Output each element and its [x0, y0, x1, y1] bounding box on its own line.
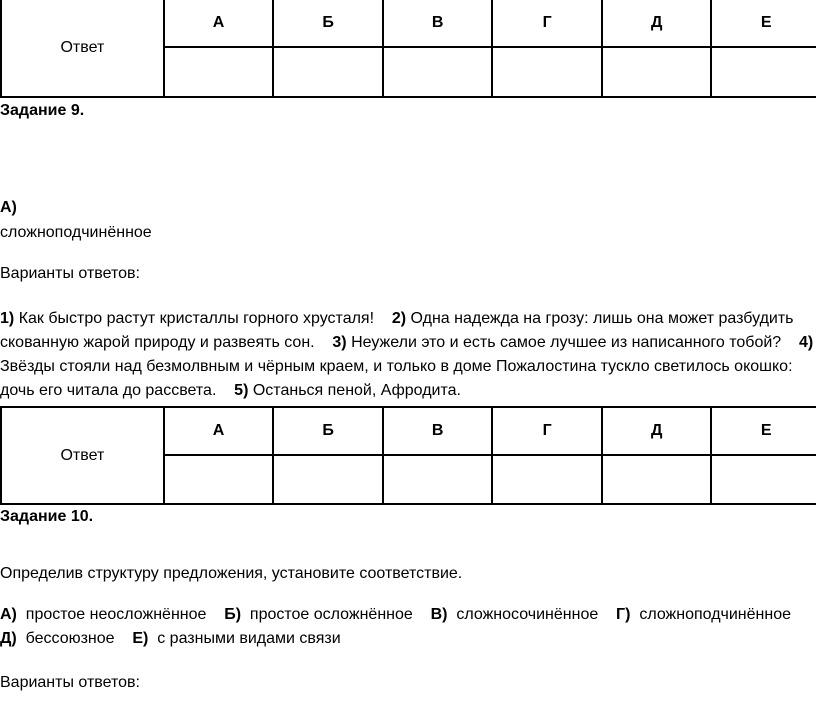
option-text-cont: скованную жарой природу и развеять сон. — [0, 334, 315, 351]
header-cell: Д — [602, 0, 712, 47]
matches-line-1 — [0, 606, 791, 624]
task9-variants-label: Варианты ответов: — [0, 265, 140, 282]
match-letter: Д) — [0, 630, 17, 647]
answer-cell[interactable] — [383, 47, 493, 97]
matches-line-2 — [0, 630, 341, 648]
header-cell: Е — [711, 407, 816, 455]
option-number: 3) — [332, 334, 347, 351]
task9-part-letter: А) — [0, 199, 17, 216]
header-cell: В — [383, 0, 493, 47]
answer-cell[interactable] — [602, 47, 712, 97]
header-cell: Г — [492, 0, 602, 47]
header-cell: Г — [492, 407, 602, 455]
match-text: простое неосложнённое — [25, 606, 207, 623]
header-cell: А — [164, 0, 274, 47]
match-letter: В) — [430, 606, 448, 623]
header-cell: А — [164, 407, 274, 455]
options-line-2 — [0, 334, 813, 352]
header-cell: Д — [602, 407, 712, 455]
answer-table-top — [0, 0, 816, 98]
task9-title: Задание 9. — [0, 102, 85, 119]
option-text: Одна надежда на грозу: лишь она может разбудить — [410, 310, 794, 327]
task10-variants-label: Варианты ответов: — [0, 674, 140, 691]
option-text-cont: Звёзды стояли над безмолвным и чёрным краем, и только в доме Пожалостина тускло светилось окошко: — [0, 358, 793, 375]
match-text: сложносочинённое — [456, 606, 599, 623]
option-text: Как быстро растут кристаллы горного хрусталя! — [18, 310, 375, 327]
option-number: 4) — [798, 334, 814, 351]
answer-label: Ответ — [1, 0, 164, 97]
option-number: 2) — [391, 310, 407, 327]
task10-title: Задание 10. — [0, 508, 94, 525]
option-number: 5) — [234, 382, 249, 399]
answer-cell[interactable] — [164, 455, 274, 504]
answer-cell[interactable] — [711, 455, 816, 504]
answer-table-mid — [0, 406, 816, 505]
option-text: Останься пеной, Афродита. — [252, 382, 461, 399]
match-text: простое осложнённое — [249, 606, 413, 623]
match-letter: Е) — [132, 630, 149, 647]
option-text-cont: дочь его читала до рассвета. — [0, 382, 217, 399]
task10-instruction: Определив структуру предложения, установите соответствие. — [0, 565, 463, 582]
answer-cell[interactable] — [164, 47, 274, 97]
header-cell: Б — [273, 0, 383, 47]
task9-part-text: сложноподчинённое — [0, 224, 152, 241]
match-text: сложноподчинённое — [639, 606, 792, 623]
match-letter: А) — [0, 606, 17, 623]
match-letter: Б) — [224, 606, 242, 623]
header-cell: Е — [711, 0, 816, 47]
answer-label: Ответ — [1, 407, 164, 504]
option-number: 1) — [0, 310, 15, 327]
options-line-1 — [0, 310, 794, 328]
match-letter: Г) — [616, 606, 631, 623]
header-cell: В — [383, 407, 493, 455]
answer-cell[interactable] — [711, 47, 816, 97]
options-line-3 — [0, 358, 793, 376]
match-text: с разными видами связи — [157, 630, 341, 647]
answer-cell[interactable] — [602, 455, 712, 504]
option-text: Неужели это и есть самое лучшее из написанного тобой? — [351, 334, 782, 351]
match-text: бессоюзное — [25, 630, 115, 647]
answer-cell[interactable] — [492, 455, 602, 504]
answer-cell[interactable] — [492, 47, 602, 97]
answer-cell[interactable] — [273, 455, 383, 504]
answer-cell[interactable] — [273, 47, 383, 97]
answer-cell[interactable] — [383, 455, 493, 504]
header-cell: Б — [273, 407, 383, 455]
options-line-4 — [0, 382, 461, 400]
